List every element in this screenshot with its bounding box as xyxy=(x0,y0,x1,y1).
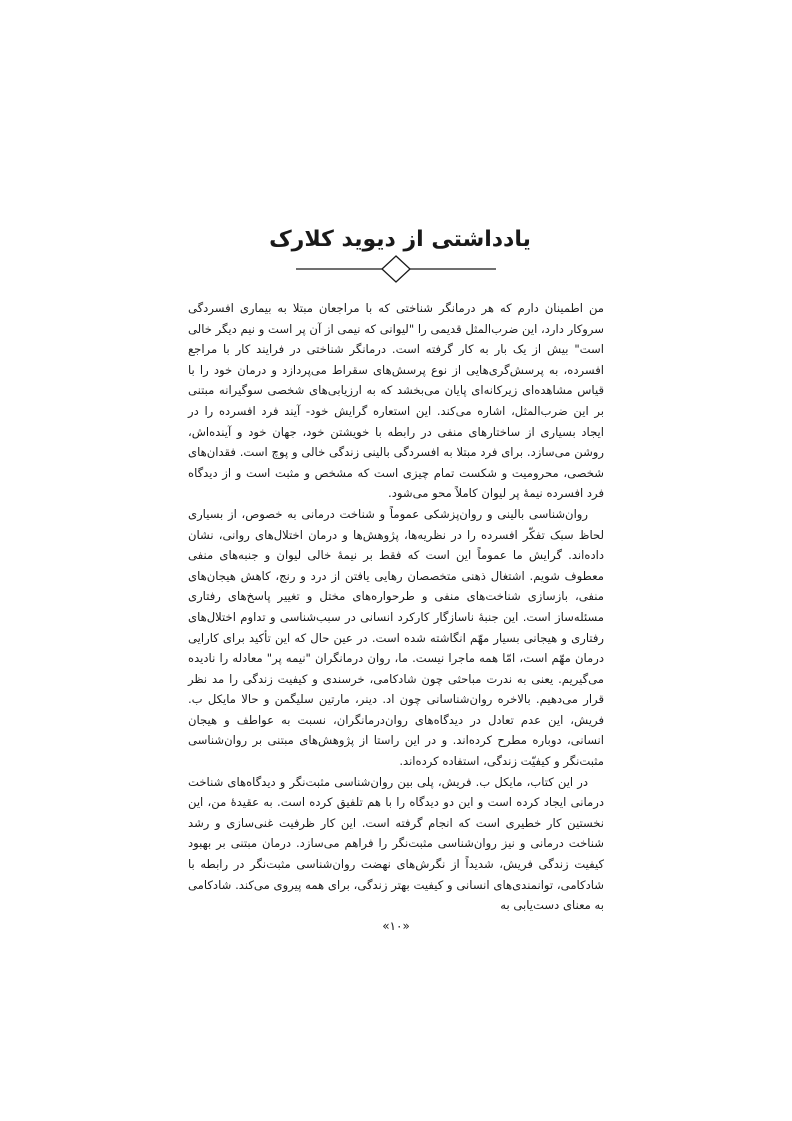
chapter-title: یادداشتی از دیوید کلارک xyxy=(269,227,531,252)
page-number: «۱۰» xyxy=(382,919,410,933)
paragraph: من اطمینان دارم که هر درمانگر شناختی که با مراجعان مبتلا به بیماری افسردگی سروکار دارد، این ضرب‌المثل قدیمی را "لیوانی که نیمی از آن پر است و نیم دیگر خالی است" بیش از یک بار به کار گرفته است. درمانگر شناختی در فرایند کار با مراجع افسرده، به پرسش‌گری‌هایی از نوع پرسش‌های سقراط می‌پردازد و درمان خود را با قیاس مشاهده‌ای زیرکانه‌ای پایان می‌بخشد که به ارزیابی‌های شخصی سوگیرانه مبتنی بر این ضرب‌المثل، اشاره می‌کند. این استعاره گرایش خود- آیند فرد افسرده را در ایجاد بسیاری از ساختارهای منفی در رابطه با خویشتن خود، جهان خود و آینده‌اش، روشن می‌سازد. برای فرد مبتلا به افسردگی بالینی زندگی خالی و پوچ است. فقدان‌های شخصی، محرومیت و شکست تمام چیزی است که مشخص و مثبت است و از دیدگاه فرد افسرده نیمهٔ پر لیوان کاملاً محو می‌شود. xyxy=(188,301,604,501)
body-text xyxy=(188,298,604,916)
title-ornament-divider xyxy=(296,255,496,283)
paragraph: روان‌شناسی بالینی و روان‌پزشکی عموماً و شناخت درمانی به خصوص، از بسیاری لحاظ سبک تفکّر افسرده را در نظریه‌ها، پژوهش‌ها و درمان اختلال‌های روانی، نشان داده‌اند. گرایش ما عموماً این است که فقط بر نیمهٔ خالی لیوان و جنبه‌های منفی معطوف شویم. اشتغال ذهنی متخصصان رهایی یافتن از درد و رنج، کاهش هیجان‌های منفی، بازسازی شناخت‌های منفی و طرحواره‌های مختل و تغییر پاسخ‌های رفتاری مسئله‌ساز است. این جنبهٔ ناسازگار کارکرد انسانی در سبب‌شناسی و تداوم اختلال‌های رفتاری و هیجانی بسیار مهّم انگاشته شده است. در عین حال که این تأکید برای کارایی درمان مهّم است، امّا همه ماجرا نیست. ما، روان درمانگران "نیمه پر" معادله را نادیده می‌گیریم. یعنی به ندرت مباحثی چون شادکامی، خرسندی و کیفیت زندگی را مد نظر قرار می‌دهیم. بالاخره روان‌شناسانی چون اد. دینر، مارتین سلیگمن و حالا مایکل ب. فریش، این عدم تعادل در دیدگاه‌های روان‌درمانگران، نسبت به عواطف و هیجان انسانی، دوباره مطرح کرده‌اند. و در این راستا از پژوهش‌های مبتنی بر روان‌شناسی مثبت‌نگر و کیفیّت زندگی، استفاده کرده‌اند. xyxy=(188,506,604,769)
paragraph: در این کتاب، مایکل ب. فریش، پلی بین روان‌شناسی مثبت‌نگر و دیدگاه‌های شناخت درمانی ایجاد کرده است و این دو دیدگاه را با هم تلفیق کرده است. به عقیدهٔ من، این نخستین کار خطیری است که انجام گرفته است. این کار ظرفیت غنی‌سازی و رشد شناخت درمانی و نیز روان‌شناسی مثبت‌نگر را فراهم می‌سازد. درمان مبتنی بر بهبود کیفیت زندگی فریش، شدیداً از نگرش‌های نهضت روان‌شناسی مثبت‌نگر در رابطه با شادکامی، توانمندی‌های انسانی و کیفیت بهتر زندگی، برای همه پیروی می‌کند. شادکامی به معنای دست‌یابی به xyxy=(188,774,604,913)
